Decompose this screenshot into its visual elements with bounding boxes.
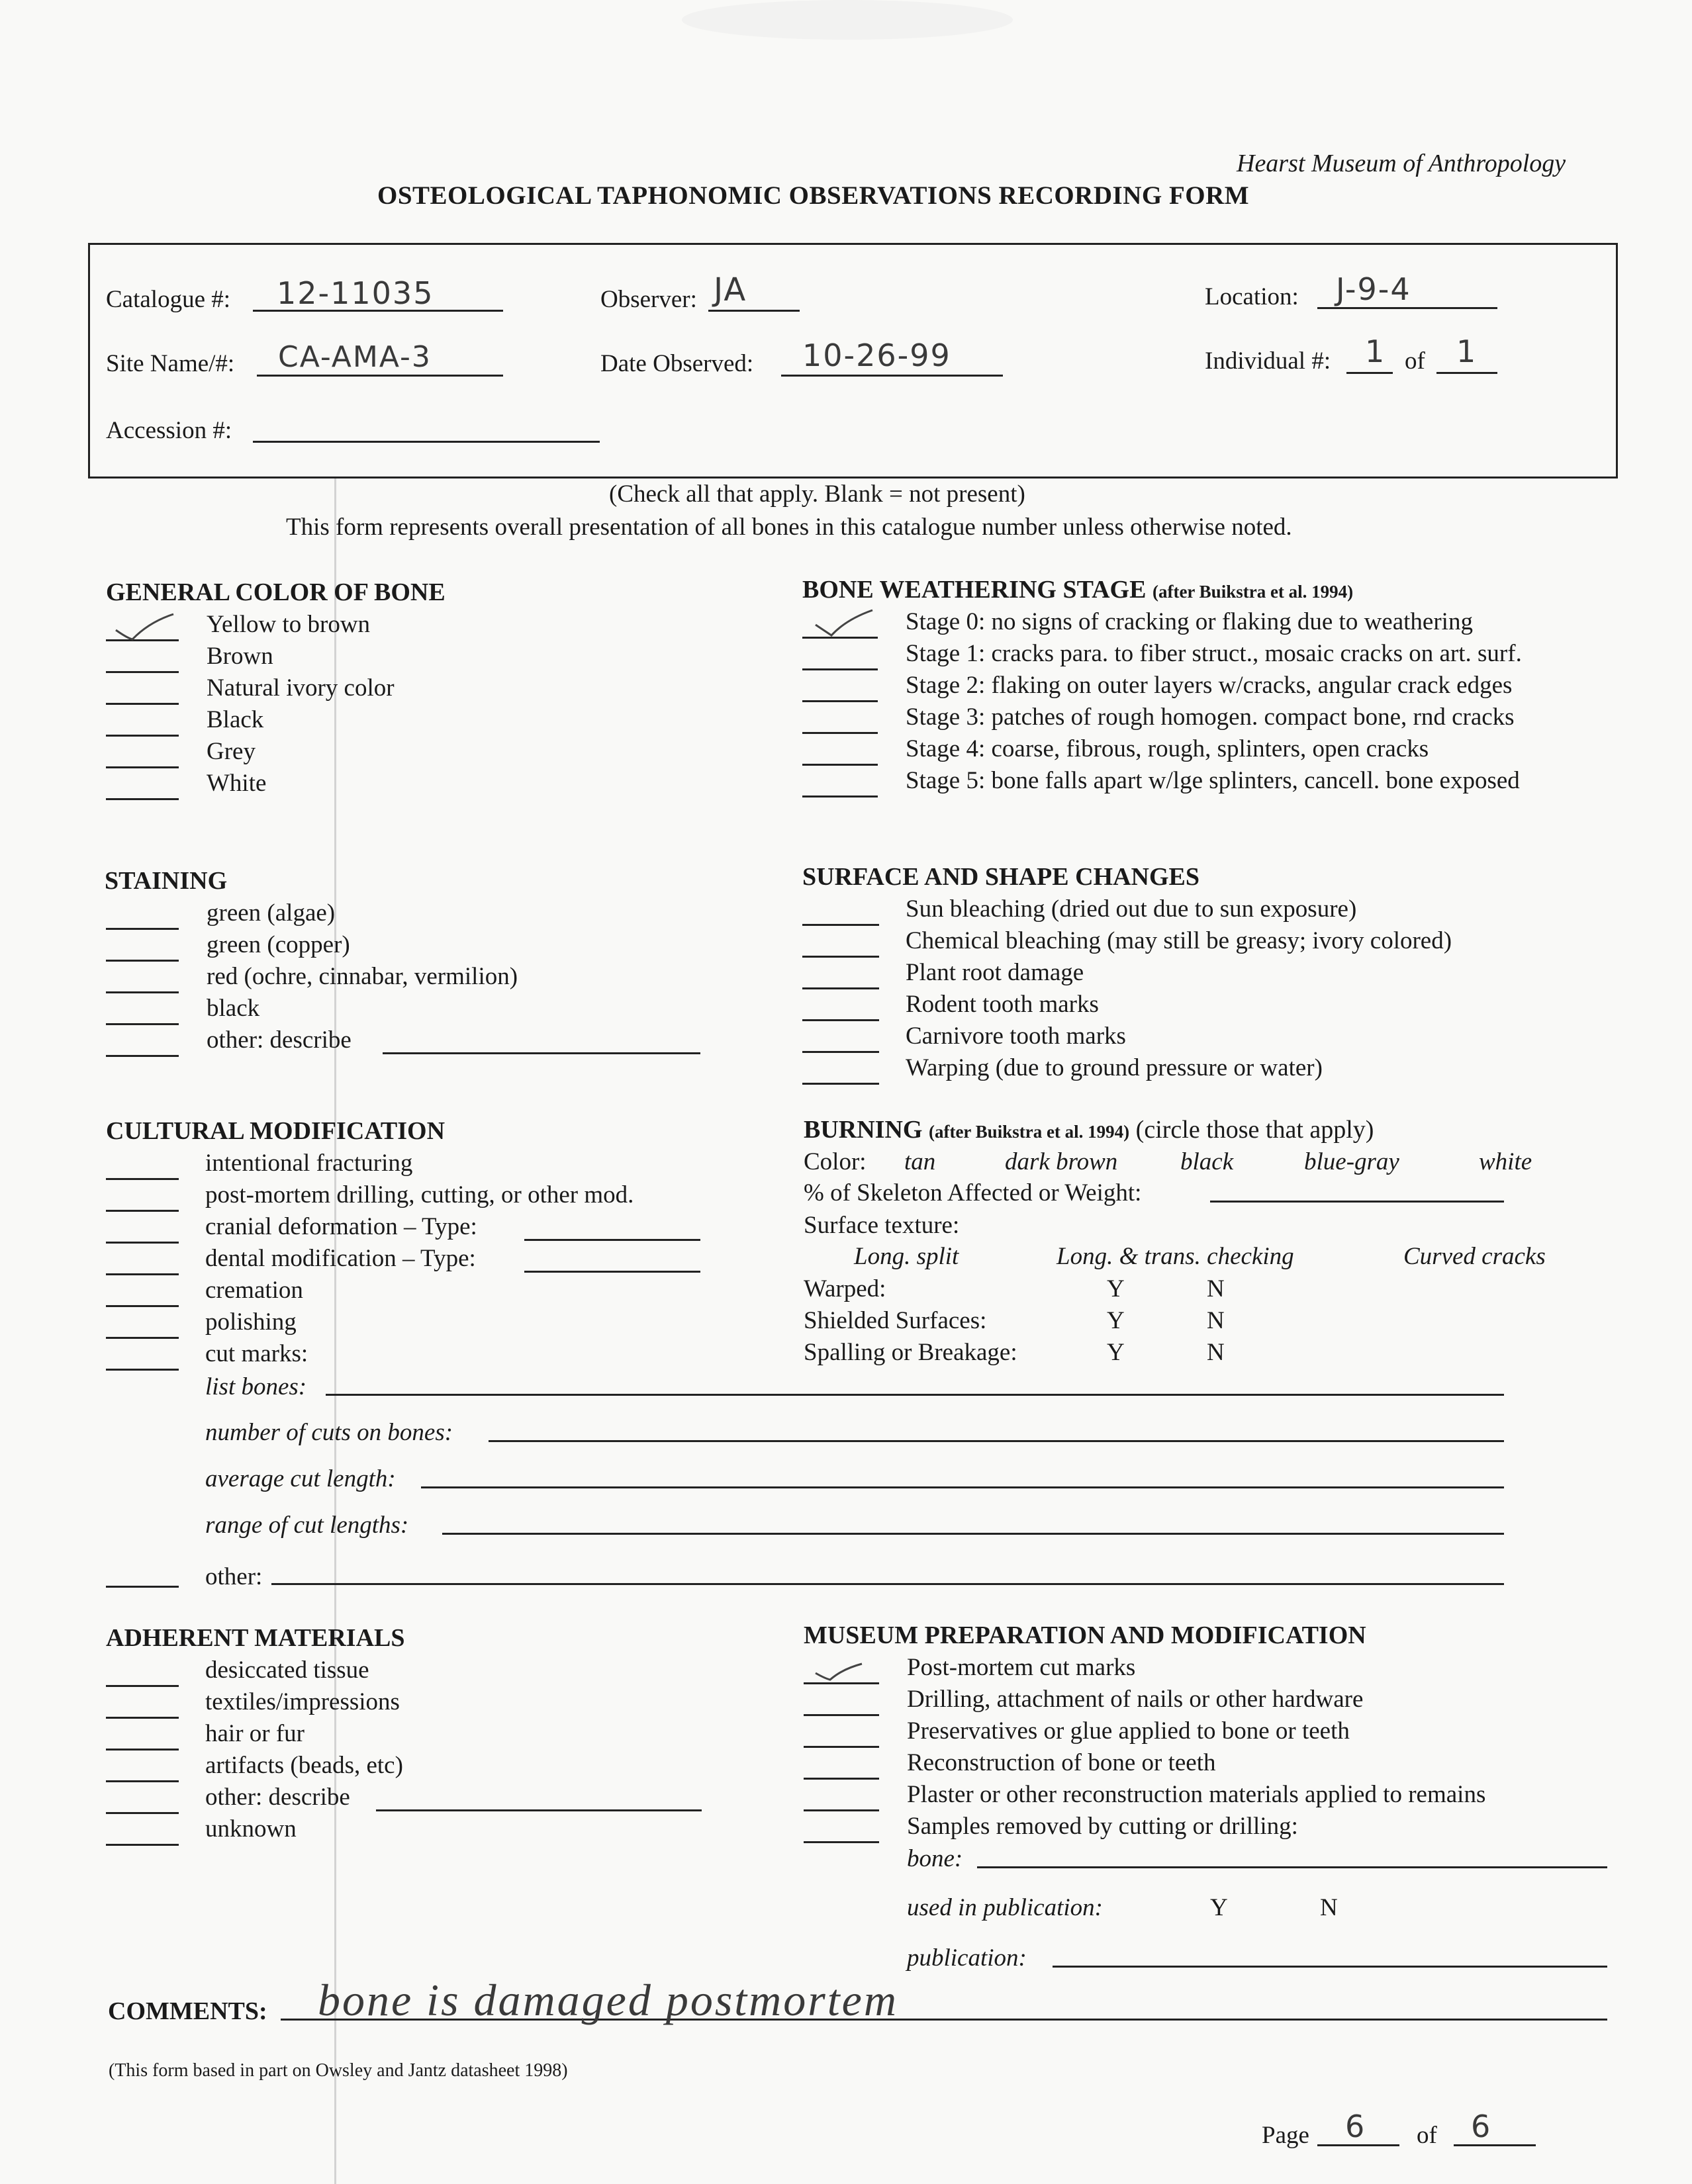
burning-title: BURNING (after Buikstra et al. 1994) (circle those that apply) xyxy=(804,1116,1374,1144)
option-cut-marks: cut marks: xyxy=(205,1340,308,1367)
texture-curved-cracks[interactable]: Curved cracks xyxy=(1403,1243,1546,1270)
percent-affected-field[interactable] xyxy=(1210,1201,1504,1203)
adherent-title: ADHERENT MATERIALS xyxy=(106,1624,405,1652)
option-black: Black xyxy=(207,706,264,733)
spalling-yes[interactable]: Y xyxy=(1107,1339,1125,1366)
option-yellow-to-brown: Yellow to brown xyxy=(207,611,371,638)
option-carnivore: Carnivore tooth marks xyxy=(906,1023,1126,1050)
option-polishing: polishing xyxy=(205,1308,297,1336)
museum-title: MUSEUM PREPARATION AND MODIFICATION xyxy=(804,1621,1366,1649)
option-intentional-fracturing: intentional fracturing xyxy=(205,1150,413,1177)
instructions-line-2: This form represents overall presentation of all bones in this catalogue number unless otherwise noted. xyxy=(286,514,1292,541)
burning-color-white[interactable]: white xyxy=(1479,1148,1532,1175)
date-observed-value: 10-26-99 xyxy=(802,338,951,373)
individual-label: Individual #: xyxy=(1205,347,1331,375)
comments-label: COMMENTS: xyxy=(108,1997,267,2025)
option-stage-4: Stage 4: coarse, fibrous, rough, splinters, open cracks xyxy=(906,735,1429,762)
check-line-staining-other[interactable] xyxy=(106,1055,179,1057)
institution-name: Hearst Museum of Anthropology xyxy=(1237,150,1566,177)
check-line-sun-bleaching[interactable] xyxy=(802,924,879,926)
option-cranial-deformation: cranial deformation – Type: xyxy=(205,1213,477,1240)
check-line-hair-or-fur[interactable] xyxy=(106,1749,179,1751)
checkmark-icon xyxy=(113,610,179,643)
general-color-title: GENERAL COLOR OF BONE xyxy=(106,578,446,606)
weathering-title: BONE WEATHERING STAGE (after Buikstra et al. 1994) xyxy=(802,576,1354,604)
check-line-desiccated-tissue[interactable] xyxy=(106,1685,179,1687)
check-line-drilling-hardware[interactable] xyxy=(804,1714,879,1716)
check-line-plant-root[interactable] xyxy=(802,987,879,989)
burning-color-dark-brown[interactable]: dark brown xyxy=(1005,1148,1118,1175)
paper-fold-line xyxy=(334,477,336,2184)
catalogue-value: 12-11035 xyxy=(277,275,434,311)
warped-label: Warped: xyxy=(804,1275,886,1302)
check-line-green-copper[interactable] xyxy=(106,960,179,962)
number-of-cuts-field[interactable] xyxy=(489,1440,1504,1442)
texture-long-split[interactable]: Long. split xyxy=(854,1243,959,1270)
accession-field[interactable] xyxy=(253,441,600,443)
location-label: Location: xyxy=(1205,283,1299,310)
staining-other-describe-field[interactable] xyxy=(383,1052,700,1054)
spalling-no[interactable]: N xyxy=(1207,1339,1225,1366)
individual-of-label: of xyxy=(1405,347,1425,375)
option-plant-root: Plant root damage xyxy=(906,959,1084,986)
form-source-note: (This form based in part on Owsley and Jantz datasheet 1998) xyxy=(109,2060,568,2081)
page-number-value: 6 xyxy=(1345,2109,1366,2144)
percent-affected-label: % of Skeleton Affected or Weight: xyxy=(804,1179,1142,1206)
check-line-artifacts[interactable] xyxy=(106,1780,179,1782)
option-chemical-bleaching: Chemical bleaching (may still be greasy; ivory colored) xyxy=(906,927,1452,954)
spalling-label: Spalling or Breakage: xyxy=(804,1339,1017,1366)
option-stage-1: Stage 1: cracks para. to fiber struct., mosaic cracks on art. surf. xyxy=(906,640,1522,667)
range-of-cut-lengths-label: range of cut lengths: xyxy=(205,1512,409,1539)
option-stage-5: Stage 5: bone falls apart w/lge splinters, cancell. bone exposed xyxy=(906,767,1520,794)
check-line-reconstruction[interactable] xyxy=(804,1778,879,1780)
accession-label: Accession #: xyxy=(106,417,232,444)
check-line-plaster[interactable] xyxy=(804,1809,879,1811)
option-cremation: cremation xyxy=(205,1277,303,1304)
burning-color-black[interactable]: black xyxy=(1180,1148,1234,1175)
list-bones-field[interactable] xyxy=(326,1394,1504,1396)
burning-color-tan[interactable]: tan xyxy=(904,1148,936,1175)
page-total-value: 6 xyxy=(1471,2109,1492,2144)
check-line-carnivore[interactable] xyxy=(802,1051,879,1053)
check-line-intentional-fracturing[interactable] xyxy=(106,1178,179,1180)
checkmark-icon xyxy=(813,606,879,639)
check-line-unknown[interactable] xyxy=(106,1844,179,1846)
site-label: Site Name/#: xyxy=(106,350,235,377)
range-of-cut-lengths-field[interactable] xyxy=(442,1533,1504,1535)
publication-label: publication: xyxy=(907,1944,1027,1972)
check-line-dental-modification[interactable] xyxy=(106,1273,179,1275)
page-label: Page xyxy=(1262,2122,1309,2149)
observer-value: JA xyxy=(714,271,747,308)
option-drilling-hardware: Drilling, attachment of nails or other hardware xyxy=(907,1686,1364,1713)
option-green-copper: green (copper) xyxy=(207,931,350,958)
date-observed-label: Date Observed: xyxy=(600,350,754,377)
form-title: OSTEOLOGICAL TAPHONOMIC OBSERVATIONS RECORDING FORM xyxy=(377,181,1250,210)
option-post-mortem-cut-marks: Post-mortem cut marks xyxy=(907,1654,1136,1681)
museum-bone-field[interactable] xyxy=(977,1866,1607,1868)
option-natural-ivory: Natural ivory color xyxy=(207,674,395,702)
location-value: J-9-4 xyxy=(1336,271,1411,307)
check-line-adherent-other[interactable] xyxy=(106,1812,179,1814)
individual-total-value: 1 xyxy=(1456,334,1478,369)
cultural-other-field[interactable] xyxy=(271,1583,1504,1585)
museum-bone-label: bone: xyxy=(907,1845,963,1872)
option-grey: Grey xyxy=(207,738,256,765)
average-cut-length-label: average cut length: xyxy=(205,1465,396,1492)
used-in-publication-no[interactable]: N xyxy=(1320,1894,1338,1921)
instructions-line-1: (Check all that apply. Blank = not present) xyxy=(609,480,1025,508)
option-desiccated-tissue: desiccated tissue xyxy=(205,1657,369,1684)
option-white: White xyxy=(207,770,267,797)
check-line-preservatives[interactable] xyxy=(804,1746,879,1748)
check-line-polishing[interactable] xyxy=(106,1337,179,1339)
option-adherent-other: other: describe xyxy=(205,1784,350,1811)
individual-value: 1 xyxy=(1365,334,1386,369)
observer-field[interactable] xyxy=(708,310,800,312)
observer-label: Observer: xyxy=(600,286,697,313)
shielded-no[interactable]: N xyxy=(1207,1307,1225,1334)
option-stage-0: Stage 0: no signs of cracking or flaking due to weathering xyxy=(906,608,1473,635)
option-green-algae: green (algae) xyxy=(207,899,336,927)
comments-value: bone is damaged postmortem xyxy=(318,1975,898,2025)
check-line-cultural-other[interactable] xyxy=(106,1586,179,1588)
page-number-field[interactable] xyxy=(1317,2144,1399,2146)
option-artifacts: artifacts (beads, etc) xyxy=(205,1752,403,1779)
used-in-publication-label: used in publication: xyxy=(907,1894,1103,1921)
check-line-rodent[interactable] xyxy=(802,1019,879,1021)
option-brown: Brown xyxy=(207,643,273,670)
check-line-natural-ivory[interactable] xyxy=(106,703,179,705)
surface-texture-label: Surface texture: xyxy=(804,1212,960,1239)
option-plaster: Plaster or other reconstruction materials applied to remains xyxy=(907,1781,1486,1808)
warped-no[interactable]: N xyxy=(1207,1275,1225,1302)
option-warping: Warping (due to ground pressure or water) xyxy=(906,1054,1323,1081)
check-line-textiles[interactable] xyxy=(106,1717,179,1719)
check-line-stage-2[interactable] xyxy=(802,700,878,702)
publication-field[interactable] xyxy=(1053,1966,1607,1968)
option-post-mortem-drilling: post-mortem drilling, cutting, or other mod. xyxy=(205,1181,634,1208)
check-line-stage-4[interactable] xyxy=(802,764,878,766)
option-rodent: Rodent tooth marks xyxy=(906,991,1099,1018)
option-sun-bleaching: Sun bleaching (dried out due to sun exposure) xyxy=(906,895,1357,923)
option-hair-or-fur: hair or fur xyxy=(205,1720,305,1747)
option-dental-modification: dental modification – Type: xyxy=(205,1245,476,1272)
check-line-black[interactable] xyxy=(106,735,179,737)
list-bones-label: list bones: xyxy=(205,1373,307,1400)
check-line-stage-5[interactable] xyxy=(802,796,878,797)
shielded-surfaces-label: Shielded Surfaces: xyxy=(804,1307,987,1334)
check-line-cut-marks[interactable] xyxy=(106,1369,179,1371)
cultural-other-label: other: xyxy=(205,1563,263,1590)
burning-color-blue-gray[interactable]: blue-gray xyxy=(1304,1148,1399,1175)
page-of-label: of xyxy=(1417,2122,1437,2149)
check-line-warping[interactable] xyxy=(802,1083,879,1085)
check-line-stage-3[interactable] xyxy=(802,732,878,734)
option-stage-2: Stage 2: flaking on outer layers w/cracks, angular crack edges xyxy=(906,672,1513,699)
warped-yes[interactable]: Y xyxy=(1107,1275,1125,1302)
cranial-deformation-type-field[interactable] xyxy=(524,1239,700,1241)
page-total-field[interactable] xyxy=(1454,2144,1536,2146)
check-line-green-algae[interactable] xyxy=(106,928,179,930)
check-line-red[interactable] xyxy=(106,991,179,993)
used-in-publication-yes[interactable]: Y xyxy=(1210,1894,1228,1921)
check-line-cremation[interactable] xyxy=(106,1305,179,1307)
option-preservatives: Preservatives or glue applied to bone or teeth xyxy=(907,1717,1350,1745)
shielded-yes[interactable]: Y xyxy=(1107,1307,1125,1334)
adherent-other-describe-field[interactable] xyxy=(376,1809,702,1811)
option-staining-other: other: describe xyxy=(207,1026,352,1054)
check-line-brown[interactable] xyxy=(106,671,179,673)
check-line-cranial-deformation[interactable] xyxy=(106,1242,179,1244)
catalogue-label: Catalogue #: xyxy=(106,286,231,313)
average-cut-length-field[interactable] xyxy=(421,1486,1504,1488)
dental-modification-type-field[interactable] xyxy=(524,1271,700,1273)
texture-long-trans-checking[interactable]: Long. & trans. checking xyxy=(1057,1243,1294,1270)
burning-color-label: Color: xyxy=(804,1148,867,1175)
check-line-samples-removed[interactable] xyxy=(804,1841,879,1843)
site-field[interactable] xyxy=(257,375,503,377)
option-unknown: unknown xyxy=(205,1815,297,1843)
option-staining-black: black xyxy=(207,995,260,1022)
date-observed-field[interactable] xyxy=(781,375,1003,377)
number-of-cuts-label: number of cuts on bones: xyxy=(205,1419,453,1446)
option-red: red (ochre, cinnabar, vermilion) xyxy=(207,963,518,990)
surface-title: SURFACE AND SHAPE CHANGES xyxy=(802,863,1199,891)
option-reconstruction: Reconstruction of bone or teeth xyxy=(907,1749,1216,1776)
individual-total-field[interactable] xyxy=(1436,372,1497,374)
check-line-chemical-bleaching[interactable] xyxy=(802,956,879,958)
location-field[interactable] xyxy=(1317,307,1497,309)
option-samples-removed: Samples removed by cutting or drilling: xyxy=(907,1813,1298,1840)
staining-title: STAINING xyxy=(105,867,228,895)
check-line-stage-1[interactable] xyxy=(802,668,878,670)
site-value: CA-AMA-3 xyxy=(278,340,432,374)
option-textiles: textiles/impressions xyxy=(205,1688,400,1715)
cultural-title: CULTURAL MODIFICATION xyxy=(106,1117,446,1145)
check-line-grey[interactable] xyxy=(106,766,179,768)
option-stage-3: Stage 3: patches of rough homogen. compact bone, rnd cracks xyxy=(906,704,1515,731)
checkmark-icon xyxy=(812,1655,878,1684)
check-line-staining-black[interactable] xyxy=(106,1023,179,1025)
individual-field[interactable] xyxy=(1346,372,1393,374)
bleed-through-mark xyxy=(682,0,1013,40)
check-line-white[interactable] xyxy=(106,798,179,800)
check-line-post-mortem-drilling[interactable] xyxy=(106,1210,179,1212)
